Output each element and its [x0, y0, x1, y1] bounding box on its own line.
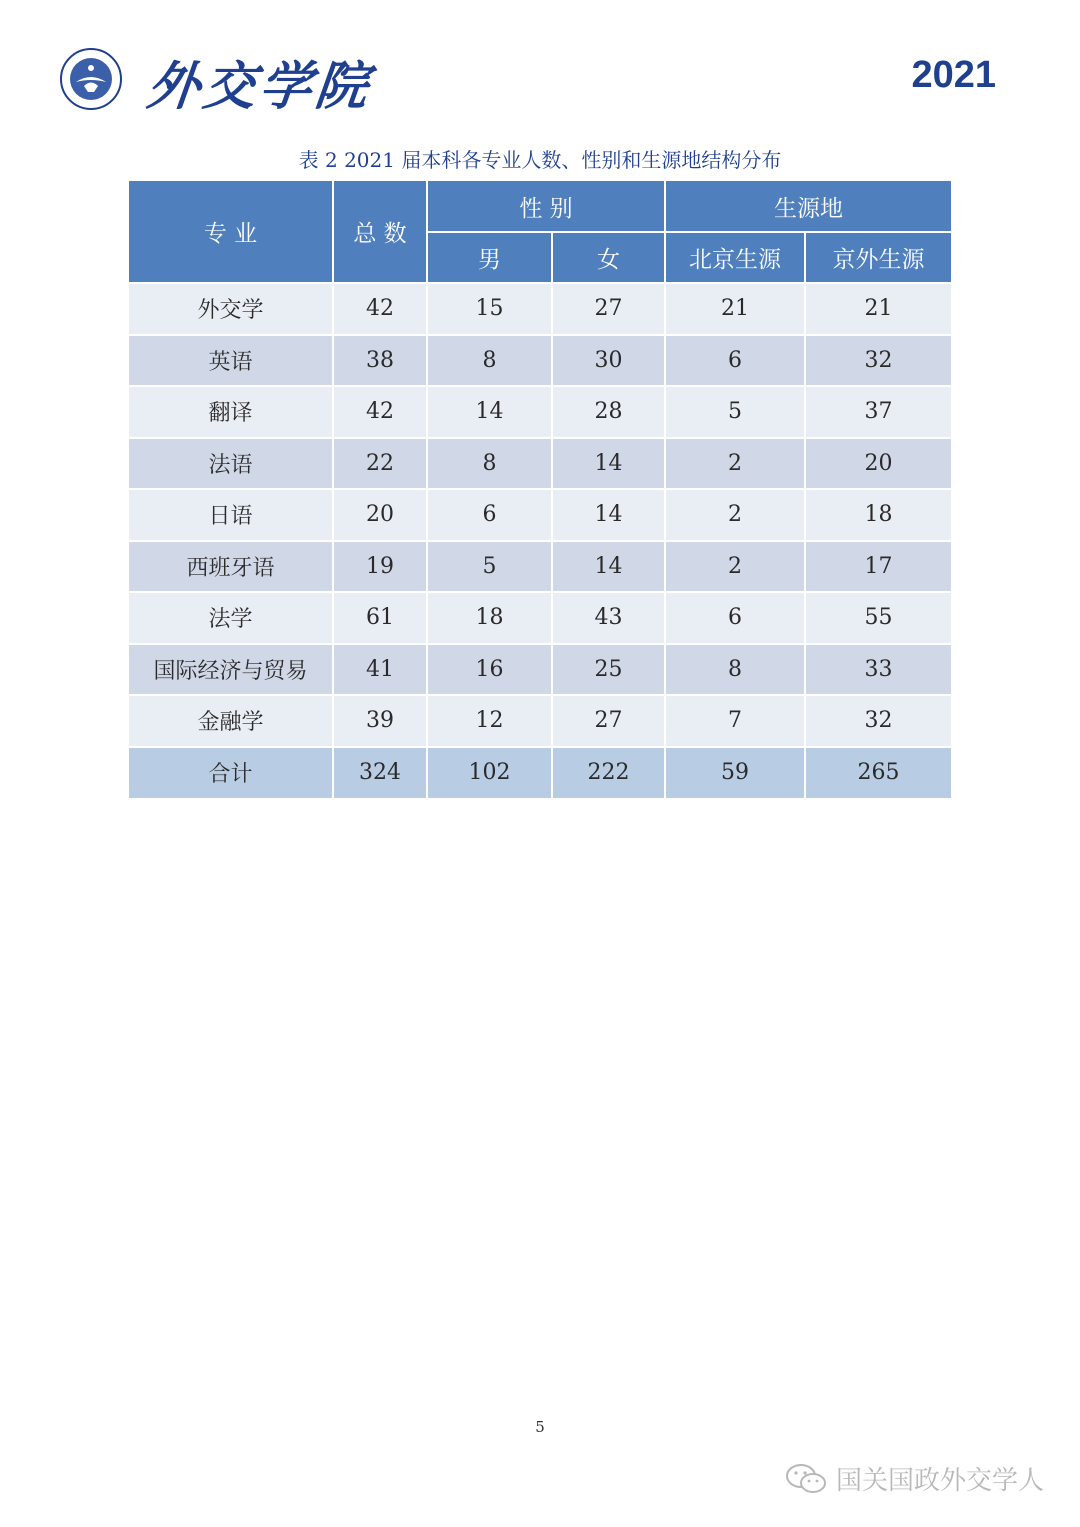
table-row: [129, 542, 951, 594]
header-beijing: 北京生源: [666, 233, 806, 284]
cell-major: 日语: [129, 490, 334, 542]
cell-female: 43: [553, 593, 666, 645]
cell-total: 42: [334, 387, 428, 439]
cell-beijing: 2: [666, 439, 806, 491]
wechat-icon: [784, 1461, 828, 1497]
table-row: [129, 387, 951, 439]
cell-total: 41: [334, 645, 428, 697]
table-row: [129, 593, 951, 645]
cell-beijing: 5: [666, 387, 806, 439]
watermark-text: 国关国政外交学人: [835, 1466, 1044, 1496]
header-gender: 性 别: [428, 181, 666, 233]
cell-major: 金融学: [129, 696, 334, 748]
school-name: 外交学院: [144, 56, 375, 117]
cell-total: 22: [334, 439, 428, 491]
cell-male: 14: [428, 387, 553, 439]
cell-male: 102: [428, 748, 553, 800]
header-major: 专 业: [129, 181, 334, 284]
cell-outside: 55: [806, 593, 951, 645]
cell-total: 39: [334, 696, 428, 748]
cell-outside: 32: [806, 696, 951, 748]
cell-total: 42: [334, 284, 428, 336]
cell-male: 6: [428, 490, 553, 542]
cell-outside: 33: [806, 645, 951, 697]
table-row: [129, 490, 951, 542]
cell-major: 西班牙语: [129, 542, 334, 594]
cell-major: 法语: [129, 439, 334, 491]
table-row: [129, 439, 951, 491]
cell-major: 英语: [129, 336, 334, 388]
cell-beijing: 8: [666, 645, 806, 697]
cell-male: 18: [428, 593, 553, 645]
cell-major: 国际经济与贸易: [129, 645, 334, 697]
cell-female: 222: [553, 748, 666, 800]
cell-outside: 265: [806, 748, 951, 800]
cell-female: 27: [553, 284, 666, 336]
cell-female: 25: [553, 645, 666, 697]
header-outside: 京外生源: [806, 233, 951, 284]
report-year: 2021: [911, 54, 996, 96]
cell-outside: 37: [806, 387, 951, 439]
cell-total: 61: [334, 593, 428, 645]
university-logo: [60, 48, 122, 110]
cell-total: 19: [334, 542, 428, 594]
cell-major: 合计: [129, 748, 334, 800]
cell-beijing: 59: [666, 748, 806, 800]
table-row: [129, 696, 951, 748]
cell-female: 28: [553, 387, 666, 439]
table-row: [129, 645, 951, 697]
cell-total: 38: [334, 336, 428, 388]
cell-female: 14: [553, 490, 666, 542]
cell-outside: 21: [806, 284, 951, 336]
header-origin: 生源地: [666, 181, 951, 233]
cell-male: 8: [428, 336, 553, 388]
cell-female: 14: [553, 542, 666, 594]
cell-male: 16: [428, 645, 553, 697]
page-number: 5: [535, 1418, 545, 1436]
table-row: [129, 284, 951, 336]
cell-female: 30: [553, 336, 666, 388]
cell-female: 27: [553, 696, 666, 748]
cell-male: 5: [428, 542, 553, 594]
cell-beijing: 7: [666, 696, 806, 748]
cell-major: 翻译: [129, 387, 334, 439]
cell-major: 法学: [129, 593, 334, 645]
header-total: 总 数: [334, 181, 428, 284]
table-row: [129, 336, 951, 388]
cell-outside: 18: [806, 490, 951, 542]
cell-beijing: 21: [666, 284, 806, 336]
cell-female: 14: [553, 439, 666, 491]
table-caption: 表 2 2021 届本科各专业人数、性别和生源地结构分布: [298, 148, 782, 172]
cell-total: 20: [334, 490, 428, 542]
cell-beijing: 2: [666, 490, 806, 542]
cell-outside: 17: [806, 542, 951, 594]
cell-male: 8: [428, 439, 553, 491]
cell-beijing: 6: [666, 336, 806, 388]
cell-male: 12: [428, 696, 553, 748]
cell-beijing: 2: [666, 542, 806, 594]
total-row: [129, 748, 951, 800]
watermark: [784, 1460, 1044, 1497]
header-female: 女: [553, 233, 666, 284]
header-male: 男: [428, 233, 553, 284]
enrollment-table: [129, 181, 951, 800]
cell-beijing: 6: [666, 593, 806, 645]
cell-major: 外交学: [129, 284, 334, 336]
cell-male: 15: [428, 284, 553, 336]
cell-outside: 32: [806, 336, 951, 388]
cell-outside: 20: [806, 439, 951, 491]
cell-total: 324: [334, 748, 428, 800]
